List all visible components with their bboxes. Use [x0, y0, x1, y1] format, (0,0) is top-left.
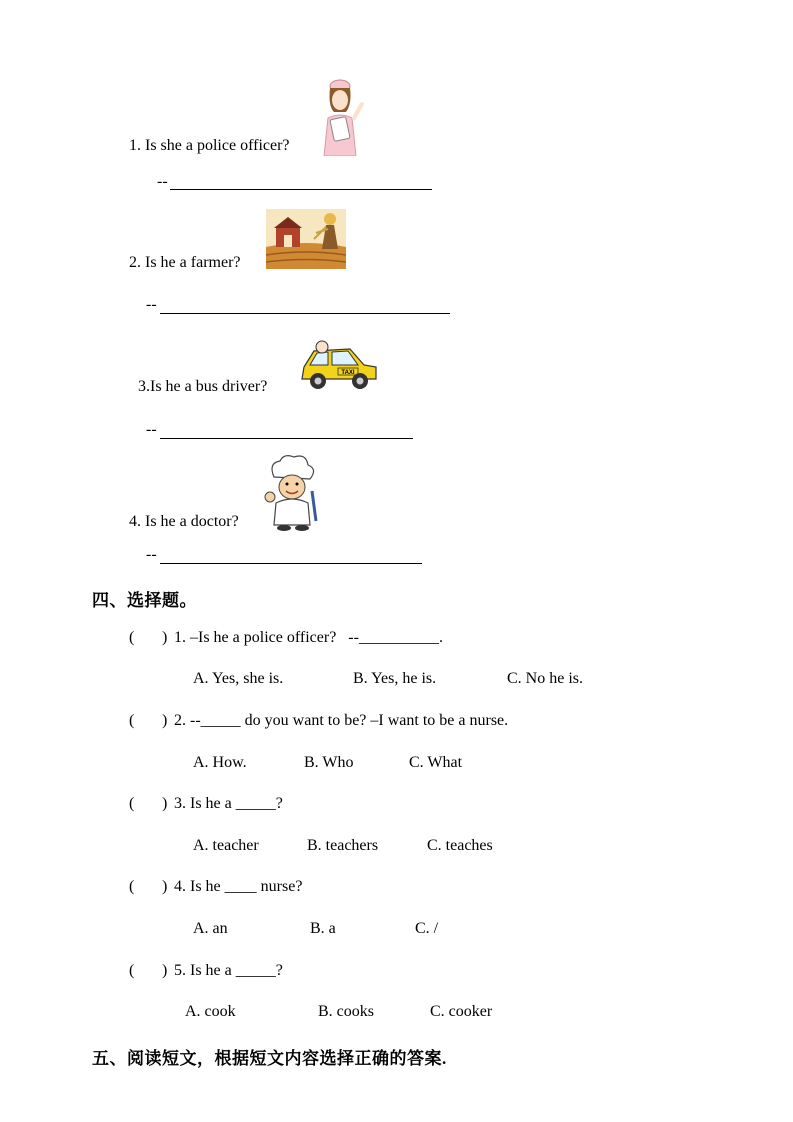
mc-3-option-c: C. teaches — [427, 837, 493, 854]
mc-4-question: 4. Is he ____ nurse? — [174, 878, 303, 895]
answer-1-prefix: -- — [157, 173, 168, 190]
mc-4-option-c: C. / — [415, 920, 439, 937]
nurse-illustration — [318, 78, 370, 156]
mc-5-option-c: C. cooker — [430, 1003, 493, 1020]
mc-2-option-c: C. What — [409, 754, 463, 771]
mc-1-question: 1. –Is he a police officer? --__________. — [174, 629, 443, 646]
mc-2-open-paren: ( — [129, 712, 135, 729]
answer-3-line[interactable] — [160, 438, 413, 439]
section-4-heading: 四、选择题。 — [92, 591, 197, 610]
mc-1-option-a: A. Yes, she is. — [193, 670, 284, 687]
mc-5-question: 5. Is he a _____? — [174, 962, 283, 979]
mc-1-option-c: C. No he is. — [507, 670, 583, 687]
section-5-heading: 五、阅读短文，根据短文内容选择正确的答案. — [92, 1049, 447, 1068]
answer-1-line[interactable] — [170, 189, 432, 190]
answer-2-prefix: -- — [146, 296, 157, 313]
mc-1-open-paren: ( — [129, 629, 135, 646]
answer-4-prefix: -- — [146, 546, 157, 563]
mc-2-option-b: B. Who — [304, 754, 354, 771]
mc-4-open-paren: ( — [129, 878, 135, 895]
mc-3-open-paren: ( — [129, 795, 135, 812]
taxi-illustration — [298, 337, 380, 393]
taxi-sign-text: TAXI — [341, 370, 355, 376]
mc-3-close-paren: ) — [162, 795, 168, 812]
chef-illustration — [262, 451, 322, 531]
question-1-text: 1. Is she a police officer? — [129, 137, 290, 154]
question-2-text: 2. Is he a farmer? — [129, 254, 241, 271]
mc-5-close-paren: ) — [162, 962, 168, 979]
mc-2-close-paren: ) — [162, 712, 168, 729]
farm-illustration — [266, 209, 346, 269]
answer-4-line[interactable] — [160, 563, 422, 564]
mc-2-question: 2. --_____ do you want to be? –I want to be a nurse. — [174, 712, 509, 729]
answer-3-prefix: -- — [146, 421, 157, 438]
answer-2-line[interactable] — [160, 313, 450, 314]
question-4-text: 4. Is he a doctor? — [129, 513, 239, 530]
mc-4-option-b: B. a — [310, 920, 336, 937]
mc-3-question: 3. Is he a _____? — [174, 795, 283, 812]
question-3-text: 3.Is he a bus driver? — [138, 378, 268, 395]
mc-5-option-b: B. cooks — [318, 1003, 374, 1020]
mc-1-close-paren: ) — [162, 629, 168, 646]
mc-4-option-a: A. an — [193, 920, 228, 937]
mc-5-open-paren: ( — [129, 962, 135, 979]
mc-5-option-a: A. cook — [185, 1003, 236, 1020]
mc-3-option-a: A. teacher — [193, 837, 259, 854]
mc-1-option-b: B. Yes, he is. — [353, 670, 437, 687]
mc-3-option-b: B. teachers — [307, 837, 379, 854]
mc-2-option-a: A. How. — [193, 754, 247, 771]
mc-4-close-paren: ) — [162, 878, 168, 895]
